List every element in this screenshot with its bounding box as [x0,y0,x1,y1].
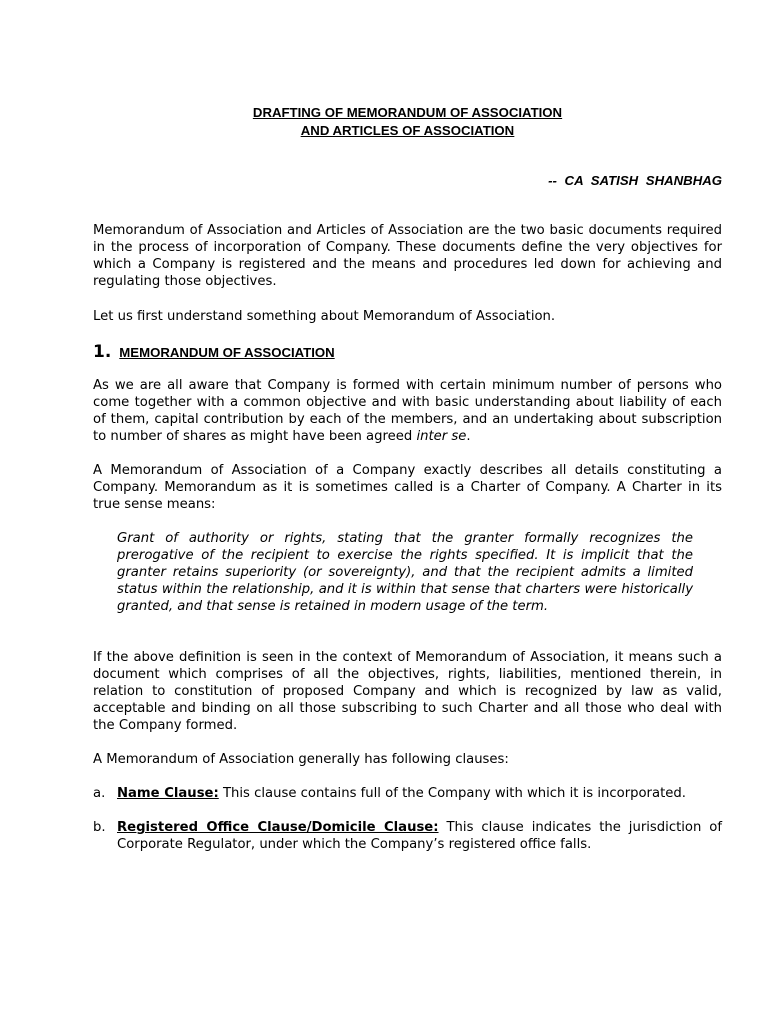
clause-item-name [93,785,722,802]
clause-body [117,785,722,802]
clause-name: Name Clause: [117,786,219,801]
clause-marker: b. [93,820,106,835]
clause-text: This clause indicates the jurisdiction of Corporate Regulator, under which the Company’s registered office falls. [117,820,723,852]
clause-name: Registered Office Clause/Domicile Clause: [117,820,439,835]
clause-text: This clause contains full of the Company with which it is incorporated. [218,786,686,801]
paragraph-definition-context: If the above definition is seen in the context of Memorandum of Association, it means such a document which comprises of all the objectives, rights, liabilities, mentioned therein, in relation to constitution of proposed Company and which is recognized by law as valid, acceptable and binding on all those subscribing to such Charter and all those who deal with the Company formed. [93,650,722,733]
clauses-intro: A Memorandum of Association generally has following clauses: [93,752,509,767]
title-line-2: AND ARTICLES OF ASSOCIATION [300,123,515,138]
section-heading [93,342,335,362]
lead-in-paragraph: Let us first understand something about Memorandum of Association. [93,309,556,324]
inter-se-text: inter se [416,429,467,444]
clause-body [117,819,722,853]
title-line-1: DRAFTING OF MEMORANDUM OF ASSOCIATION [252,105,563,120]
clause-item-registered-office [93,819,722,853]
author-line: -- CA SATISH SHANBHAG [548,173,722,188]
document-title [0,104,770,140]
section-number: 1. [93,342,112,362]
paragraph-end: . [466,429,471,444]
paragraph-charter: A Memorandum of Association of a Company exactly describes all details constituting a Company. Memorandum as it is sometimes called is a Charter of Company. A Charter in its true sense means: [93,463,722,512]
clause-marker: a. [93,786,106,801]
paragraph-main-text: As we are all aware that Company is formed with certain minimum number of persons who come together with a common objective and with basic understanding about liability of each of them, capital contribution by each of the members, and an undertaking about subscription to number of shares as might have been agreed [93,378,722,444]
charter-definition-quote: Grant of authority or rights, stating that the granter formally recognizes the prerogative of the recipient to exercise the rights specified. It is implicit that the granter retains superiority (or sovereignty), and that the recipient admits a limited status within the relationship, and it is within that sense that charters were historically granted, and that sense is retained in modern usage of the term. [117,531,693,614]
paragraph-company-formation [93,377,722,445]
intro-paragraph: Memorandum of Association and Articles of Association are the two basic documents required in the process of incorporation of Company. These documents define the very objectives for which a Company is registered and the means and procedures led down for achieving and regulating those objectives. [93,223,722,289]
section-title: MEMORANDUM OF ASSOCIATION [119,345,335,360]
